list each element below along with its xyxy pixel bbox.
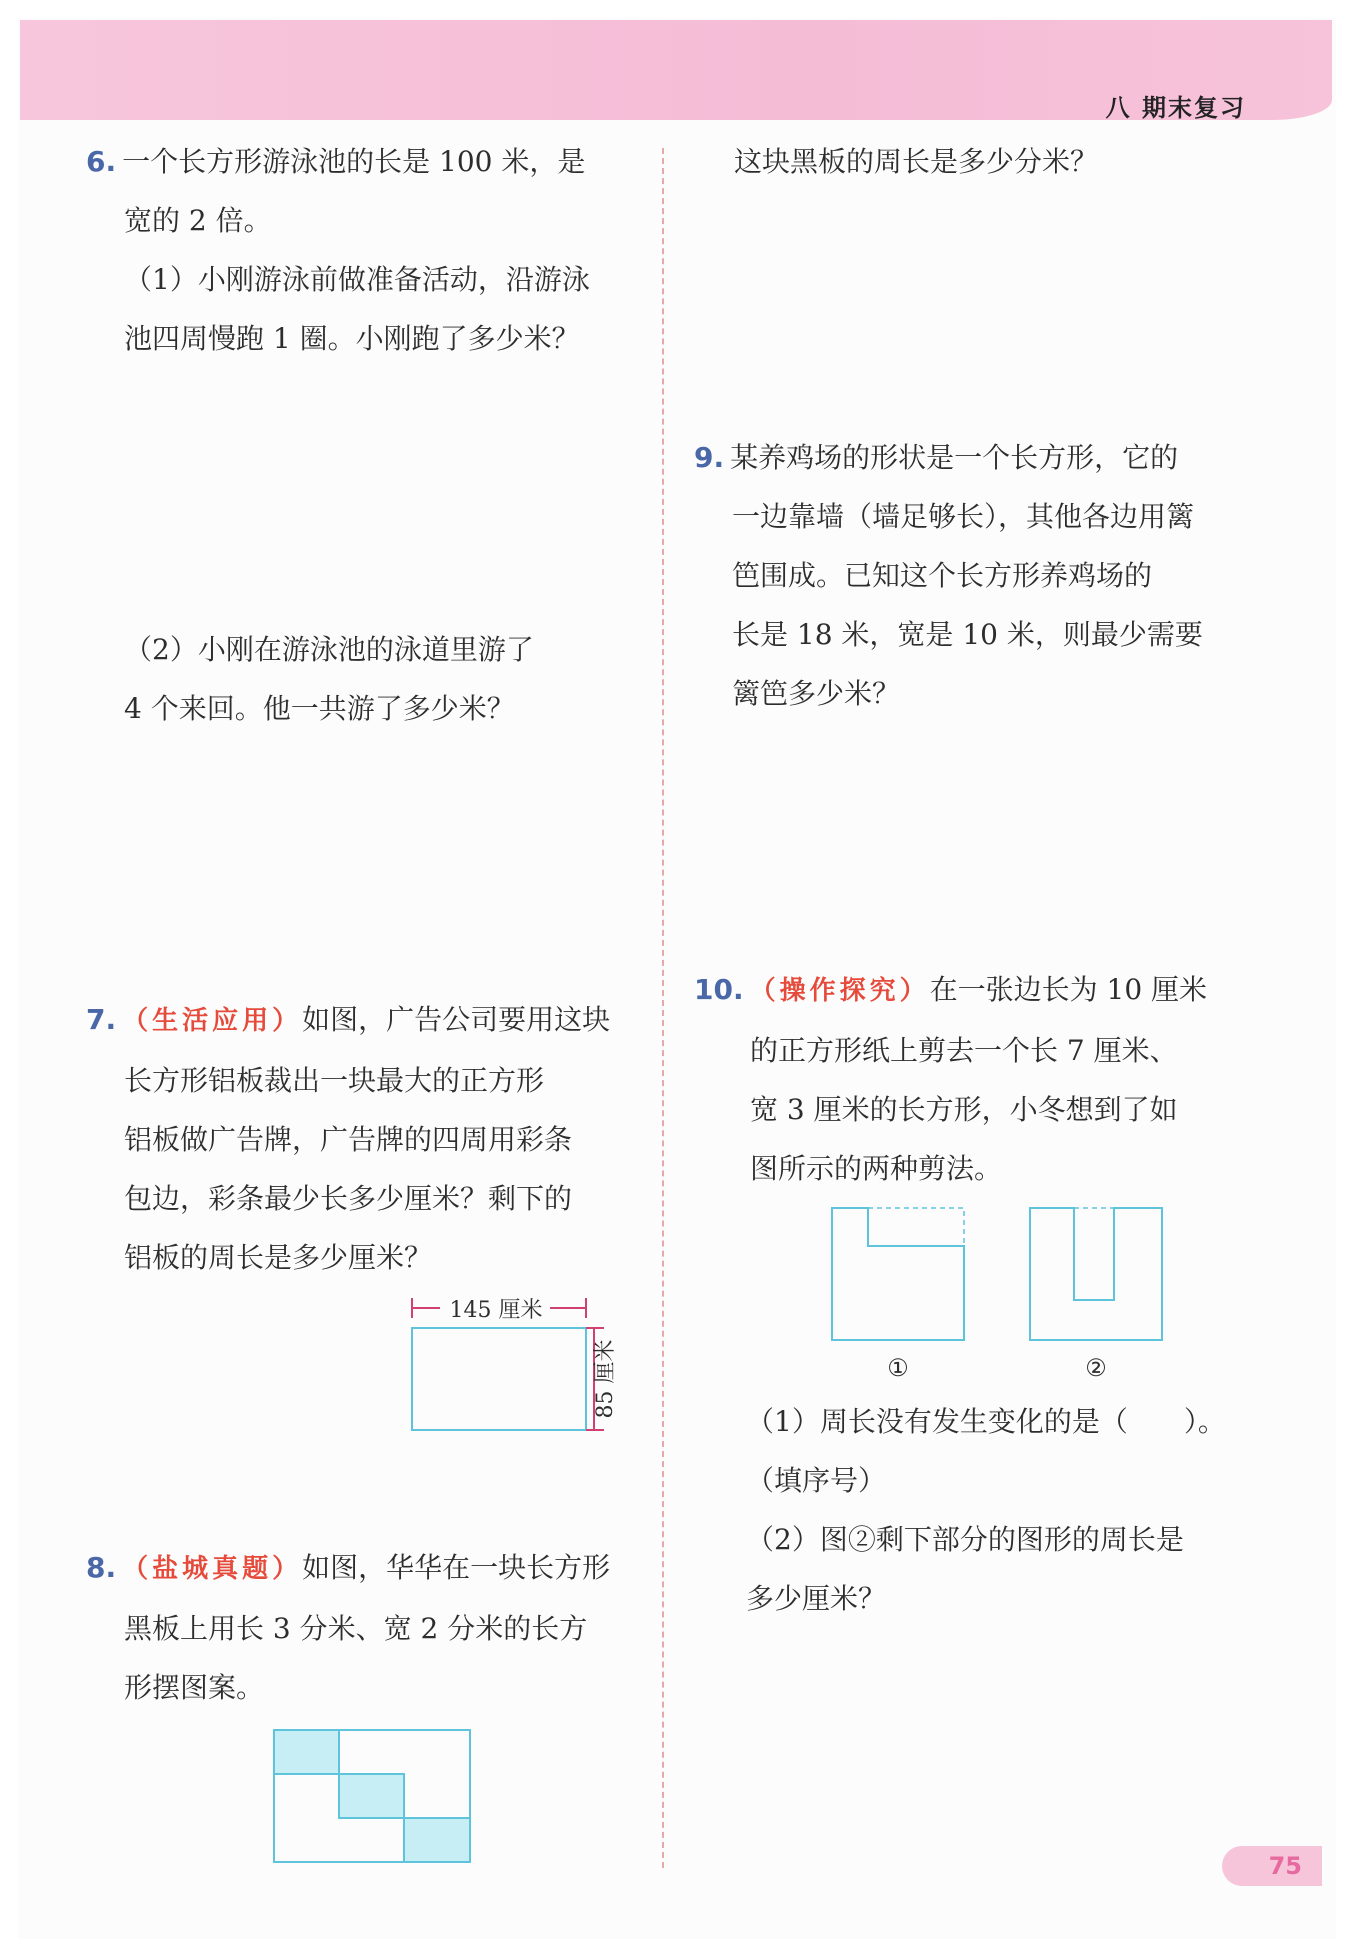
width-label: 145 厘米	[449, 1298, 543, 1323]
question-10-parts	[746, 1392, 1226, 1628]
question-text: 铝板的周长是多少厘米？	[124, 1241, 433, 1274]
question-tag: （生活应用）	[122, 1006, 303, 1036]
question-text: 宽的 2 倍。	[124, 204, 272, 237]
question-text: 图所示的两种剪法。	[750, 1152, 1003, 1185]
question-text: 某养鸡场的形状是一个长方形，它的	[730, 441, 1179, 474]
question-text: 一个长方形游泳池的长是 100 米，是	[122, 145, 586, 178]
question-text: 长是 18 米，宽是 10 米，则最少需要	[732, 618, 1203, 651]
sub-question-2-cont: 多少厘米？	[746, 1582, 887, 1615]
aluminum-plate-rect	[412, 1328, 586, 1430]
sub-question-2: （2）图②剩下部分的图形的周长是	[746, 1523, 1184, 1556]
question-text: 篱笆多少米？	[732, 677, 901, 710]
aluminum-plate-figure	[400, 1290, 640, 1440]
question-6	[86, 132, 590, 368]
question-text: 宽 3 厘米的长方形，小冬想到了如	[750, 1093, 1178, 1126]
page-number: 75	[1268, 1852, 1302, 1880]
question-number: 6.	[86, 145, 117, 178]
question-text: 的正方形纸上剪去一个长 7 厘米、	[750, 1034, 1178, 1067]
question-text: 包边，彩条最少长多少厘米？剩下的	[124, 1182, 573, 1215]
question-text: 如图，华华在一块长方形	[302, 1551, 611, 1584]
sub-question-1: （1）周长没有发生变化的是（ ）。	[746, 1405, 1226, 1438]
question-text: 形摆图案。	[124, 1671, 265, 1704]
small-rectangle	[404, 1818, 470, 1862]
question-9	[694, 428, 1203, 723]
question-number: 8.	[86, 1551, 117, 1584]
small-rectangle	[339, 1774, 404, 1818]
question-text: 一边靠墙（墙足够长），其他各边用篱	[732, 500, 1195, 533]
small-rectangle	[274, 1730, 339, 1774]
question-text: 黑板上用长 3 分米、宽 2 分米的长方	[124, 1612, 588, 1645]
page-header	[20, 20, 1332, 120]
question-number: 9.	[694, 441, 725, 474]
question-tag: （盐城真题）	[122, 1554, 303, 1584]
question-text: 长方形铝板裁出一块最大的正方形	[124, 1064, 545, 1097]
sub-question-1-cont: 池四周慢跑 1 圈。小刚跑了多少米？	[124, 322, 580, 355]
height-label: 85 厘米	[593, 1339, 618, 1419]
blackboard-figure	[272, 1728, 474, 1868]
figure-1-label: ①	[887, 1354, 909, 1382]
question-tag: （操作探究）	[749, 976, 930, 1006]
chapter-title: 八 期末复习	[1105, 94, 1246, 122]
question-text: 在一张边长为 10 厘米	[929, 973, 1208, 1006]
sub-question-2-cont: 4 个来回。他一共游了多少米？	[124, 692, 515, 725]
question-6-part-2	[86, 620, 534, 738]
question-text: 如图，广告公司要用这块	[302, 1003, 611, 1036]
figure-2-label: ②	[1085, 1354, 1107, 1382]
figure-1-shape	[832, 1208, 964, 1340]
question-text: 这块黑板的周长是多少分米？	[734, 145, 1099, 178]
cutting-figures	[820, 1196, 1180, 1386]
question-number: 7.	[86, 1003, 117, 1036]
question-7	[86, 990, 610, 1287]
question-8	[86, 1538, 610, 1717]
question-10	[694, 960, 1207, 1198]
sub-question-2: （2）小刚在游泳池的泳道里游了	[124, 633, 534, 666]
figure-2-shape	[1030, 1208, 1162, 1340]
sub-question-1: （1）小刚游泳前做准备活动，沿游泳	[124, 263, 590, 296]
figure-1-cut-outline	[868, 1208, 964, 1246]
question-text: 笆围成。已知这个长方形养鸡场的	[732, 559, 1153, 592]
question-number: 10.	[694, 973, 744, 1006]
question-text: 铝板做广告牌，广告牌的四周用彩条	[124, 1123, 573, 1156]
sub-question-1-cont: （填序号）	[746, 1464, 887, 1497]
column-divider	[662, 148, 664, 1868]
question-8-cont	[734, 132, 1098, 191]
